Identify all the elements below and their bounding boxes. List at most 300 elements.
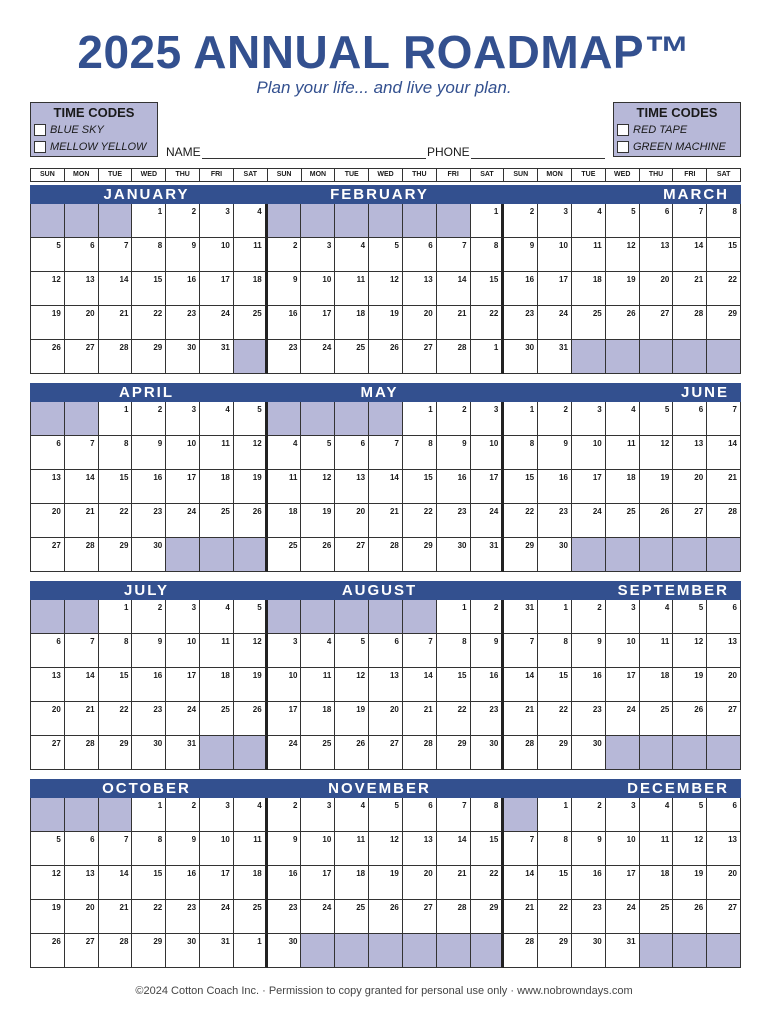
day-cell[interactable]: 7 (437, 238, 471, 272)
day-cell[interactable]: 21 (673, 272, 707, 306)
day-cell[interactable]: 20 (403, 306, 437, 340)
day-cell[interactable]: 29 (132, 340, 166, 374)
day-cell[interactable]: 19 (31, 306, 65, 340)
day-cell[interactable]: 31 (200, 934, 234, 968)
day-cell[interactable]: 2 (471, 600, 505, 634)
day-cell[interactable]: 16 (572, 668, 606, 702)
day-cell[interactable]: 30 (471, 736, 505, 770)
day-cell[interactable]: 24 (166, 504, 200, 538)
day-cell[interactable]: 27 (707, 702, 741, 736)
day-cell[interactable]: 25 (335, 340, 369, 374)
day-cell[interactable]: 9 (268, 832, 302, 866)
day-cell[interactable]: 2 (437, 402, 471, 436)
day-cell[interactable]: 4 (606, 402, 640, 436)
day-cell[interactable]: 28 (99, 934, 133, 968)
day-cell[interactable]: 16 (572, 866, 606, 900)
day-cell[interactable]: 21 (403, 702, 437, 736)
day-cell[interactable]: 1 (471, 204, 505, 238)
day-cell[interactable]: 22 (538, 900, 572, 934)
day-cell[interactable]: 9 (437, 436, 471, 470)
day-cell[interactable]: 8 (471, 238, 505, 272)
day-cell[interactable]: 27 (640, 306, 674, 340)
day-cell[interactable]: 18 (200, 470, 234, 504)
day-cell[interactable]: 25 (268, 538, 302, 572)
day-cell[interactable]: 28 (504, 736, 538, 770)
day-cell[interactable]: 8 (403, 436, 437, 470)
day-cell[interactable]: 21 (707, 470, 741, 504)
day-cell[interactable]: 29 (471, 900, 505, 934)
day-cell[interactable]: 15 (538, 866, 572, 900)
day-cell[interactable]: 21 (65, 702, 99, 736)
day-cell[interactable]: 27 (31, 538, 65, 572)
day-cell[interactable]: 10 (606, 634, 640, 668)
day-cell[interactable]: 2 (268, 798, 302, 832)
day-cell[interactable]: 18 (640, 866, 674, 900)
day-cell[interactable]: 4 (200, 600, 234, 634)
day-cell[interactable]: 25 (606, 504, 640, 538)
day-cell[interactable]: 14 (65, 470, 99, 504)
day-cell[interactable]: 13 (65, 272, 99, 306)
day-cell[interactable]: 24 (572, 504, 606, 538)
day-cell[interactable]: 21 (369, 504, 403, 538)
day-cell[interactable]: 16 (437, 470, 471, 504)
day-cell[interactable]: 14 (437, 272, 471, 306)
day-cell[interactable]: 12 (234, 436, 268, 470)
day-cell[interactable]: 9 (471, 634, 505, 668)
day-cell[interactable]: 15 (132, 866, 166, 900)
day-cell[interactable]: 7 (673, 204, 707, 238)
day-cell[interactable]: 31 (471, 538, 505, 572)
day-cell[interactable]: 3 (606, 600, 640, 634)
day-cell[interactable]: 30 (572, 736, 606, 770)
day-cell[interactable]: 23 (504, 306, 538, 340)
day-cell[interactable]: 2 (538, 402, 572, 436)
day-cell[interactable]: 1 (132, 798, 166, 832)
day-cell[interactable]: 15 (99, 470, 133, 504)
day-cell[interactable]: 30 (268, 934, 302, 968)
day-cell[interactable]: 18 (572, 272, 606, 306)
day-cell[interactable]: 4 (640, 798, 674, 832)
day-cell[interactable]: 11 (640, 634, 674, 668)
time-code-checkbox[interactable] (617, 141, 629, 153)
day-cell[interactable]: 24 (166, 702, 200, 736)
day-cell[interactable]: 14 (437, 832, 471, 866)
day-cell[interactable]: 5 (673, 600, 707, 634)
day-cell[interactable]: 5 (301, 436, 335, 470)
day-cell[interactable]: 11 (572, 238, 606, 272)
day-cell[interactable]: 5 (234, 600, 268, 634)
day-cell[interactable]: 17 (268, 702, 302, 736)
day-cell[interactable]: 28 (65, 538, 99, 572)
day-cell[interactable]: 8 (538, 832, 572, 866)
time-code-checkbox[interactable] (34, 124, 46, 136)
day-cell[interactable]: 29 (99, 538, 133, 572)
day-cell[interactable]: 7 (504, 634, 538, 668)
day-cell[interactable]: 3 (538, 204, 572, 238)
day-cell[interactable]: 24 (268, 736, 302, 770)
day-cell[interactable]: 27 (707, 900, 741, 934)
day-cell[interactable]: 28 (707, 504, 741, 538)
day-cell[interactable]: 7 (369, 436, 403, 470)
day-cell[interactable]: 23 (132, 702, 166, 736)
day-cell[interactable]: 11 (234, 238, 268, 272)
day-cell[interactable]: 28 (437, 900, 471, 934)
day-cell[interactable]: 26 (31, 340, 65, 374)
day-cell[interactable]: 10 (471, 436, 505, 470)
day-cell[interactable]: 3 (268, 634, 302, 668)
day-cell[interactable]: 2 (166, 204, 200, 238)
time-code-checkbox[interactable] (34, 141, 46, 153)
day-cell[interactable]: 19 (31, 900, 65, 934)
day-cell[interactable]: 1 (99, 600, 133, 634)
day-cell[interactable]: 8 (99, 436, 133, 470)
day-cell[interactable]: 13 (31, 668, 65, 702)
day-cell[interactable]: 15 (707, 238, 741, 272)
day-cell[interactable]: 27 (673, 504, 707, 538)
day-cell[interactable]: 20 (403, 866, 437, 900)
day-cell[interactable]: 4 (335, 798, 369, 832)
day-cell[interactable]: 5 (369, 798, 403, 832)
phone-line[interactable] (471, 146, 605, 159)
day-cell[interactable]: 13 (31, 470, 65, 504)
day-cell[interactable]: 7 (65, 634, 99, 668)
day-cell[interactable]: 28 (673, 306, 707, 340)
day-cell[interactable]: 11 (301, 668, 335, 702)
day-cell[interactable]: 14 (99, 866, 133, 900)
day-cell[interactable]: 20 (335, 504, 369, 538)
day-cell[interactable]: 19 (369, 866, 403, 900)
day-cell[interactable]: 16 (268, 306, 302, 340)
day-cell[interactable]: 3 (200, 204, 234, 238)
day-cell[interactable]: 6 (31, 436, 65, 470)
day-cell[interactable]: 16 (166, 272, 200, 306)
name-field[interactable] (166, 145, 426, 159)
day-cell[interactable]: 24 (606, 900, 640, 934)
day-cell[interactable]: 19 (640, 470, 674, 504)
day-cell[interactable]: 3 (301, 238, 335, 272)
day-cell[interactable]: 1 (538, 798, 572, 832)
day-cell[interactable]: 8 (99, 634, 133, 668)
day-cell[interactable]: 10 (538, 238, 572, 272)
day-cell[interactable]: 26 (369, 900, 403, 934)
day-cell[interactable]: 11 (200, 634, 234, 668)
day-cell[interactable]: 25 (200, 702, 234, 736)
day-cell[interactable]: 12 (369, 272, 403, 306)
day-cell[interactable]: 24 (200, 900, 234, 934)
day-cell[interactable]: 7 (99, 238, 133, 272)
day-cell[interactable]: 3 (301, 798, 335, 832)
day-cell[interactable]: 18 (606, 470, 640, 504)
day-cell[interactable]: 5 (31, 238, 65, 272)
day-cell[interactable]: 26 (301, 538, 335, 572)
day-cell[interactable]: 20 (65, 306, 99, 340)
day-cell[interactable]: 3 (606, 798, 640, 832)
day-cell[interactable]: 6 (369, 634, 403, 668)
day-cell[interactable]: 18 (301, 702, 335, 736)
day-cell[interactable]: 15 (132, 272, 166, 306)
day-cell[interactable]: 12 (31, 866, 65, 900)
day-cell[interactable]: 21 (437, 866, 471, 900)
day-cell[interactable]: 10 (200, 832, 234, 866)
day-cell[interactable]: 12 (335, 668, 369, 702)
day-cell[interactable]: 31 (538, 340, 572, 374)
day-cell[interactable]: 7 (403, 634, 437, 668)
day-cell[interactable]: 1 (99, 402, 133, 436)
day-cell[interactable]: 31 (504, 600, 538, 634)
day-cell[interactable]: 23 (132, 504, 166, 538)
day-cell[interactable]: 31 (200, 340, 234, 374)
day-cell[interactable]: 15 (471, 832, 505, 866)
day-cell[interactable]: 27 (403, 900, 437, 934)
day-cell[interactable]: 26 (369, 340, 403, 374)
day-cell[interactable]: 4 (268, 436, 302, 470)
day-cell[interactable]: 31 (166, 736, 200, 770)
day-cell[interactable]: 20 (65, 900, 99, 934)
day-cell[interactable]: 3 (166, 600, 200, 634)
day-cell[interactable]: 30 (132, 736, 166, 770)
phone-field[interactable] (427, 145, 605, 159)
day-cell[interactable]: 22 (99, 702, 133, 736)
day-cell[interactable]: 5 (31, 832, 65, 866)
day-cell[interactable]: 14 (504, 866, 538, 900)
day-cell[interactable]: 11 (335, 832, 369, 866)
day-cell[interactable]: 25 (640, 702, 674, 736)
day-cell[interactable]: 2 (132, 402, 166, 436)
day-cell[interactable]: 2 (268, 238, 302, 272)
day-cell[interactable]: 11 (640, 832, 674, 866)
day-cell[interactable]: 12 (369, 832, 403, 866)
day-cell[interactable]: 22 (707, 272, 741, 306)
day-cell[interactable]: 28 (504, 934, 538, 968)
day-cell[interactable]: 16 (166, 866, 200, 900)
day-cell[interactable]: 12 (640, 436, 674, 470)
day-cell[interactable]: 22 (538, 702, 572, 736)
day-cell[interactable]: 24 (538, 306, 572, 340)
day-cell[interactable]: 16 (538, 470, 572, 504)
day-cell[interactable]: 14 (707, 436, 741, 470)
day-cell[interactable]: 24 (301, 340, 335, 374)
day-cell[interactable]: 17 (606, 866, 640, 900)
day-cell[interactable]: 8 (538, 634, 572, 668)
day-cell[interactable]: 18 (335, 866, 369, 900)
day-cell[interactable]: 15 (437, 668, 471, 702)
day-cell[interactable]: 1 (234, 934, 268, 968)
day-cell[interactable]: 2 (572, 600, 606, 634)
day-cell[interactable]: 13 (369, 668, 403, 702)
day-cell[interactable]: 21 (504, 702, 538, 736)
day-cell[interactable]: 11 (234, 832, 268, 866)
day-cell[interactable]: 30 (437, 538, 471, 572)
day-cell[interactable]: 12 (673, 634, 707, 668)
day-cell[interactable]: 5 (369, 238, 403, 272)
day-cell[interactable]: 9 (166, 238, 200, 272)
day-cell[interactable]: 6 (65, 832, 99, 866)
day-cell[interactable]: 4 (640, 600, 674, 634)
day-cell[interactable]: 30 (504, 340, 538, 374)
day-cell[interactable]: 5 (673, 798, 707, 832)
day-cell[interactable]: 6 (65, 238, 99, 272)
day-cell[interactable]: 29 (99, 736, 133, 770)
day-cell[interactable]: 14 (403, 668, 437, 702)
day-cell[interactable]: 5 (640, 402, 674, 436)
day-cell[interactable]: 22 (437, 702, 471, 736)
day-cell[interactable]: 30 (538, 538, 572, 572)
day-cell[interactable]: 13 (403, 832, 437, 866)
day-cell[interactable]: 5 (335, 634, 369, 668)
day-cell[interactable]: 10 (166, 436, 200, 470)
day-cell[interactable]: 7 (504, 832, 538, 866)
day-cell[interactable]: 3 (572, 402, 606, 436)
day-cell[interactable]: 27 (31, 736, 65, 770)
day-cell[interactable]: 16 (504, 272, 538, 306)
day-cell[interactable]: 5 (234, 402, 268, 436)
day-cell[interactable]: 17 (572, 470, 606, 504)
day-cell[interactable]: 27 (65, 934, 99, 968)
day-cell[interactable]: 19 (301, 504, 335, 538)
day-cell[interactable]: 22 (99, 504, 133, 538)
day-cell[interactable]: 12 (234, 634, 268, 668)
day-cell[interactable]: 22 (132, 900, 166, 934)
day-cell[interactable]: 24 (471, 504, 505, 538)
day-cell[interactable]: 29 (437, 736, 471, 770)
day-cell[interactable]: 6 (31, 634, 65, 668)
day-cell[interactable]: 23 (538, 504, 572, 538)
day-cell[interactable]: 24 (200, 306, 234, 340)
day-cell[interactable]: 7 (65, 436, 99, 470)
day-cell[interactable]: 23 (572, 702, 606, 736)
day-cell[interactable]: 21 (437, 306, 471, 340)
day-cell[interactable]: 16 (132, 668, 166, 702)
day-cell[interactable]: 15 (471, 272, 505, 306)
day-cell[interactable]: 17 (606, 668, 640, 702)
day-cell[interactable]: 18 (640, 668, 674, 702)
day-cell[interactable]: 19 (673, 866, 707, 900)
day-cell[interactable]: 2 (504, 204, 538, 238)
day-cell[interactable]: 8 (471, 798, 505, 832)
day-cell[interactable]: 7 (707, 402, 741, 436)
day-cell[interactable]: 16 (268, 866, 302, 900)
day-cell[interactable]: 31 (606, 934, 640, 968)
day-cell[interactable]: 4 (234, 204, 268, 238)
day-cell[interactable]: 6 (403, 238, 437, 272)
day-cell[interactable]: 3 (471, 402, 505, 436)
day-cell[interactable]: 17 (166, 668, 200, 702)
day-cell[interactable]: 19 (335, 702, 369, 736)
day-cell[interactable]: 16 (471, 668, 505, 702)
day-cell[interactable]: 21 (504, 900, 538, 934)
day-cell[interactable]: 25 (335, 900, 369, 934)
day-cell[interactable]: 17 (471, 470, 505, 504)
day-cell[interactable]: 20 (707, 866, 741, 900)
day-cell[interactable]: 28 (65, 736, 99, 770)
day-cell[interactable]: 4 (234, 798, 268, 832)
day-cell[interactable]: 23 (166, 900, 200, 934)
day-cell[interactable]: 7 (99, 832, 133, 866)
day-cell[interactable]: 1 (504, 402, 538, 436)
day-cell[interactable]: 30 (572, 934, 606, 968)
day-cell[interactable]: 22 (504, 504, 538, 538)
day-cell[interactable]: 29 (707, 306, 741, 340)
day-cell[interactable]: 29 (538, 934, 572, 968)
day-cell[interactable]: 11 (335, 272, 369, 306)
day-cell[interactable]: 11 (200, 436, 234, 470)
day-cell[interactable]: 19 (234, 470, 268, 504)
day-cell[interactable]: 27 (335, 538, 369, 572)
name-line[interactable] (202, 146, 426, 159)
day-cell[interactable]: 26 (673, 702, 707, 736)
day-cell[interactable]: 18 (268, 504, 302, 538)
day-cell[interactable]: 4 (200, 402, 234, 436)
day-cell[interactable]: 28 (403, 736, 437, 770)
day-cell[interactable]: 9 (538, 436, 572, 470)
day-cell[interactable]: 20 (31, 504, 65, 538)
day-cell[interactable]: 19 (673, 668, 707, 702)
day-cell[interactable]: 14 (673, 238, 707, 272)
day-cell[interactable]: 25 (572, 306, 606, 340)
day-cell[interactable]: 28 (437, 340, 471, 374)
day-cell[interactable]: 25 (301, 736, 335, 770)
day-cell[interactable]: 20 (31, 702, 65, 736)
day-cell[interactable]: 18 (200, 668, 234, 702)
day-cell[interactable]: 10 (268, 668, 302, 702)
day-cell[interactable]: 26 (335, 736, 369, 770)
day-cell[interactable]: 30 (132, 538, 166, 572)
day-cell[interactable]: 3 (166, 402, 200, 436)
day-cell[interactable]: 8 (132, 238, 166, 272)
day-cell[interactable]: 18 (234, 866, 268, 900)
day-cell[interactable]: 6 (335, 436, 369, 470)
day-cell[interactable]: 2 (132, 600, 166, 634)
day-cell[interactable]: 19 (606, 272, 640, 306)
day-cell[interactable]: 15 (403, 470, 437, 504)
day-cell[interactable]: 26 (31, 934, 65, 968)
day-cell[interactable]: 20 (369, 702, 403, 736)
day-cell[interactable]: 15 (99, 668, 133, 702)
day-cell[interactable]: 13 (707, 634, 741, 668)
day-cell[interactable]: 6 (707, 600, 741, 634)
day-cell[interactable]: 27 (403, 340, 437, 374)
day-cell[interactable]: 6 (640, 204, 674, 238)
day-cell[interactable]: 11 (268, 470, 302, 504)
day-cell[interactable]: 3 (200, 798, 234, 832)
day-cell[interactable]: 22 (132, 306, 166, 340)
day-cell[interactable]: 6 (403, 798, 437, 832)
day-cell[interactable]: 1 (471, 340, 505, 374)
day-cell[interactable]: 10 (200, 238, 234, 272)
day-cell[interactable]: 20 (673, 470, 707, 504)
day-cell[interactable]: 26 (234, 504, 268, 538)
day-cell[interactable]: 1 (403, 402, 437, 436)
day-cell[interactable]: 17 (538, 272, 572, 306)
day-cell[interactable]: 9 (132, 634, 166, 668)
day-cell[interactable]: 4 (301, 634, 335, 668)
day-cell[interactable]: 15 (538, 668, 572, 702)
day-cell[interactable]: 6 (673, 402, 707, 436)
day-cell[interactable]: 23 (268, 900, 302, 934)
day-cell[interactable]: 11 (606, 436, 640, 470)
day-cell[interactable]: 2 (572, 798, 606, 832)
day-cell[interactable]: 27 (369, 736, 403, 770)
day-cell[interactable]: 23 (166, 306, 200, 340)
day-cell[interactable]: 26 (606, 306, 640, 340)
day-cell[interactable]: 17 (200, 866, 234, 900)
day-cell[interactable]: 25 (234, 900, 268, 934)
day-cell[interactable]: 24 (606, 702, 640, 736)
day-cell[interactable]: 22 (471, 866, 505, 900)
day-cell[interactable]: 9 (572, 832, 606, 866)
day-cell[interactable]: 13 (335, 470, 369, 504)
day-cell[interactable]: 29 (538, 736, 572, 770)
